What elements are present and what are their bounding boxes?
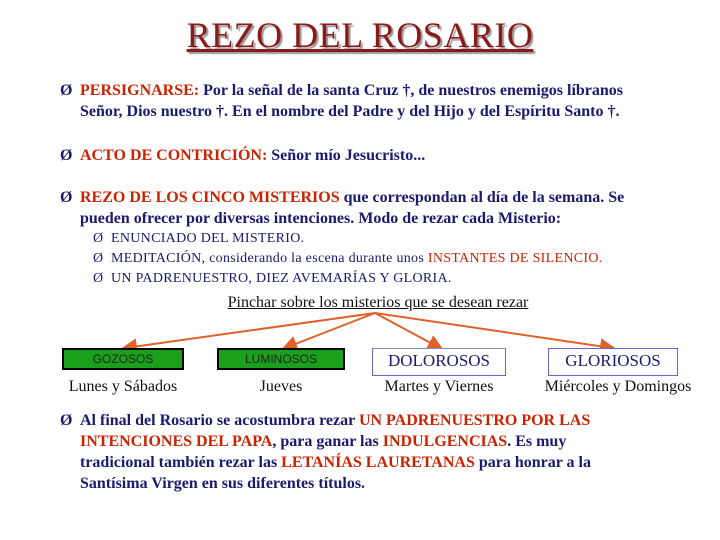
bullet-arrow-icon: Ø [60, 189, 73, 206]
bullet-arrow-icon: Ø [93, 231, 104, 246]
final-text: . Es muy [507, 433, 567, 450]
final-highlight: INDULGENCIAS [382, 433, 508, 450]
final-paragraph [60, 410, 710, 494]
final-highlight: LETANÍAS LAURETANAS [281, 454, 475, 471]
arrow-to-luminosos [285, 313, 375, 348]
final-highlight: INTENCIONES DEL PAPA [80, 433, 273, 450]
instruction-text: Pinchar sobre los misterios que se desean rezar [227, 294, 529, 311]
contricion-text: Señor mío Jesucristo... [267, 147, 426, 164]
final-text: Al final del Rosario se acostumbra rezar [80, 412, 359, 429]
arrow-to-gloriosos [375, 313, 612, 348]
final-text: , para ganar las [272, 433, 383, 450]
bullet-arrow-icon: Ø [60, 147, 73, 164]
gozosos-button[interactable]: GOZOSOS [62, 348, 184, 370]
final-text: Santísima Virgen en sus diferentes títulos. [80, 475, 366, 492]
misterios-text-2: pueden ofrecer por diversas intenciones. Modo de rezar cada Misterio: [80, 210, 562, 227]
gloriosos-button[interactable]: GLORIOSOS [548, 348, 678, 376]
sub-item-text: MEDITACIÓN, considerando la escena durante unos [111, 251, 428, 266]
persignarse-text-1: Por la señal de la santa Cruz †, de nuestros enemigos líbranos [199, 82, 624, 99]
page-title: REZO DEL ROSARIO [186, 15, 534, 55]
dolorosos-day: Martes y Viernes [384, 378, 494, 395]
luminosos-day: Jueves [259, 378, 303, 395]
final-text: tradicional también rezar las [80, 454, 282, 471]
sub-item-highlight: INSTANTES DE SILENCIO. [427, 251, 603, 266]
sub-item-text: ENUNCIADO DEL MISTERIO. [111, 231, 305, 246]
misterios-label: REZO DE LOS CINCO MISTERIOS [80, 189, 340, 206]
persignarse-text-2: Señor, Dios nuestro †. En el nombre del Padre y del Hijo y del Espíritu Santo †. [80, 103, 620, 120]
misterios-text-1: que correspondan al día de la semana. Se [339, 189, 625, 206]
gozosos-day: Lunes y Sábados [68, 378, 178, 395]
final-highlight: UN PADRENUESTRO POR LAS [358, 412, 591, 429]
dolorosos-button[interactable]: DOLOROSOS [372, 348, 506, 376]
bullet-arrow-icon: Ø [93, 271, 104, 286]
final-text: para honrar a la [474, 454, 591, 471]
bullet-arrow-icon: Ø [60, 82, 73, 99]
luminosos-button[interactable]: LUMINOSOS [217, 348, 345, 370]
gloriosos-day: Miércoles y Domingos [544, 378, 692, 395]
sub-item-text: UN PADRENUESTRO, DIEZ AVEMARÍAS Y GLORIA. [111, 271, 452, 286]
bullet-arrow-icon: Ø [60, 412, 73, 429]
contricion-label: ACTO DE CONTRICIÓN: [80, 147, 268, 164]
persignarse-label: PERSIGNARSE: [80, 82, 200, 99]
bullet-arrow-icon: Ø [93, 251, 104, 266]
arrow-to-gozosos [125, 313, 375, 348]
